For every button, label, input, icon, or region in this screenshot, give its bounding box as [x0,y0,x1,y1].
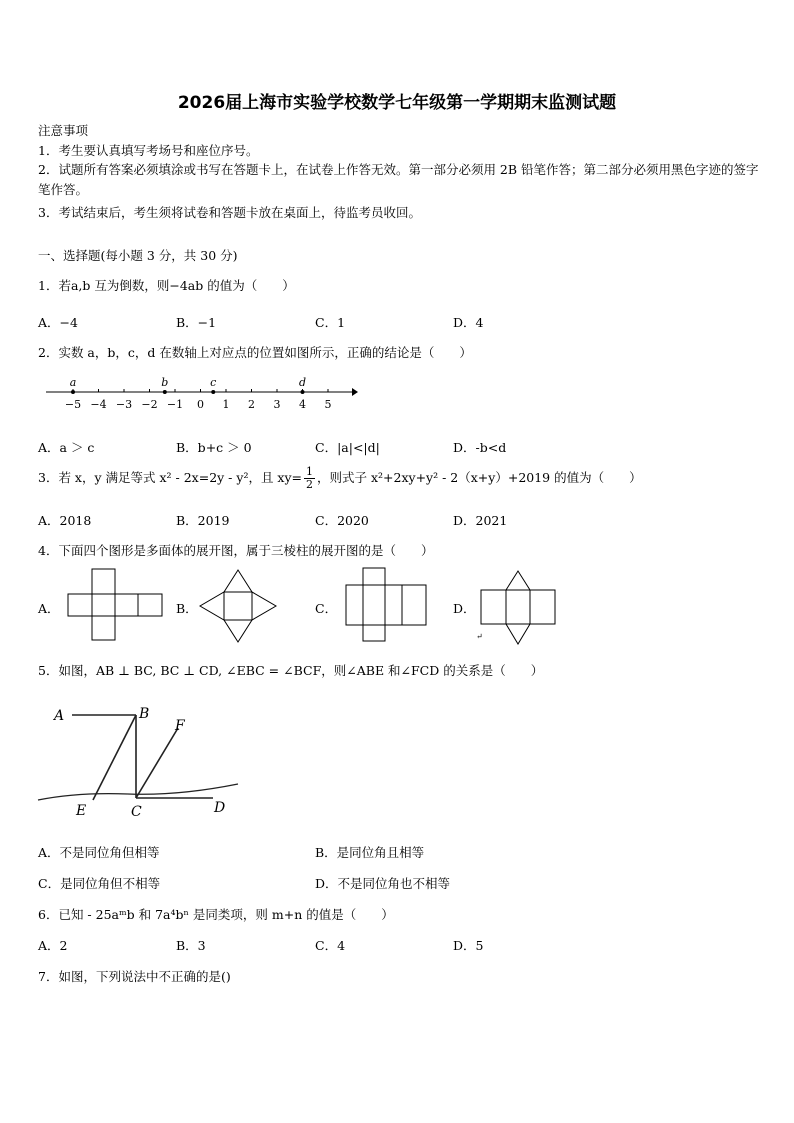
net-figure-d [480,568,560,648]
question-7-stem: 7．如图，下列说法中不正确的是() [38,969,231,984]
number-line-point-label: a [69,376,77,389]
q3-option-a[interactable]: A．2018 [38,513,92,528]
q6-option-b[interactable]: B．3 [176,938,206,953]
q5-option-d[interactable]: D．不是同位角也不相等 [315,876,451,891]
number-line-point [163,390,167,394]
number-line-figure [46,375,366,415]
q1-option-c[interactable]: C．1 [315,315,346,330]
q2-option-c[interactable]: C．|a|<|d| [315,440,380,455]
q1-option-a[interactable]: A．−4 [38,315,78,330]
number-line-tick-label: −1 [166,398,184,411]
q6-option-a[interactable]: A．2 [38,938,68,953]
question-2-stem: 2．实数 a，b，c，d 在数轴上对应点的位置如图所示，正确的结论是（ ） [38,345,472,360]
q2-option-d[interactable]: D．-b<d [453,440,507,455]
number-line-tick-label: 3 [273,398,281,411]
net-figure-c [345,567,430,643]
page-title: 2026届上海市实验学校数学七年级第一学期期末监测试题 [177,93,617,113]
q3-option-d[interactable]: D．2021 [453,513,508,528]
return-mark: ↵ [476,632,483,641]
q4-option-a[interactable]: A． [38,601,60,616]
q5-option-a[interactable]: A．不是同位角但相等 [38,845,160,860]
number-line-point [211,390,215,394]
label-a: A [54,708,65,724]
number-line-tick-label: 4 [299,398,306,411]
question-1-stem: 1．若a,b 互为倒数，则−4ab 的值为（ ） [38,278,295,293]
q3-stem-part-a: 3．若 x，y 满足等式 x² - 2x=2y - y²，且 xy= [38,470,303,485]
note-item: 1．考生要认真填写考场号和座位序号。 [38,143,259,158]
q1-option-d[interactable]: D．4 [453,315,484,330]
number-line-point [71,390,75,394]
note-item: 2．试题所有答案必须填涂或书写在答题卡上，在试卷上作答无效。第一部分必须用 2B 铅笔作答；第二部分必须用黑色字迹的签字笔作答。 [38,162,759,197]
q1-option-b[interactable]: B．−1 [176,315,217,330]
q6-option-d[interactable]: D．5 [453,938,484,953]
number-line-tick-label: −2 [141,398,158,411]
number-line-tick-label: 5 [324,398,332,411]
label-f: F [175,718,185,734]
number-line-tick-label: 0 [197,398,204,411]
q5-option-b[interactable]: B．是同位角且相等 [315,845,425,860]
number-line-tick-label: −5 [64,398,82,411]
number-line-tick-label: −3 [115,398,133,411]
section-heading: 一、选择题(每小题 3 分，共 30 分) [38,248,238,263]
label-b: B [139,706,150,722]
question-5-stem: 5．如图，AB ⊥ BC, BC ⊥ CD, ∠EBC = ∠BCF，则∠ABE 和∠FCD 的关系是（ ） [38,663,544,678]
q3-stem-part-b: ，则式子 x²+2xy+y² - 2（x+y）+2019 的值为（ ） [317,470,642,485]
q2-option-b[interactable]: B．b+c ＞ 0 [176,440,252,455]
q4-option-d[interactable]: D． [453,601,476,616]
number-line-tick-label: 2 [248,398,255,411]
question-6-stem: 6．已知 - 25aᵐb 和 7a⁴bⁿ 是同类项，则 m+n 的值是（ ） [38,907,394,922]
q3-option-b[interactable]: B．2019 [176,513,230,528]
label-e: E [76,803,87,819]
number-line-point [301,390,305,394]
fraction-denominator: 2 [306,478,314,491]
number-line-point-label: d [298,376,307,389]
q3-option-c[interactable]: C．2020 [315,513,369,528]
notes-heading: 注意事项 [38,123,89,138]
label-c: C [131,804,142,820]
note-item: 3．考试结束后，考生须将试卷和答题卡放在桌面上，待监考员收回。 [38,205,421,220]
net-figure-a [67,568,167,643]
q6-option-c[interactable]: C．4 [315,938,346,953]
q2-option-a[interactable]: A．a ＞ c [38,440,95,455]
angle-figure [38,700,243,820]
number-line-point-label: c [210,376,217,389]
q5-option-c[interactable]: C．是同位角但不相等 [38,876,161,891]
number-line-point-label: b [161,376,169,389]
question-4-stem: 4．下面四个图形是多面体的展开图，属于三棱柱的展开图的是（ ） [38,543,434,558]
question-3-stem [38,466,642,491]
net-figure-b [198,566,278,646]
q4-option-b[interactable]: B． [176,601,198,616]
fraction [304,466,315,491]
number-line-tick-label: −4 [90,398,107,411]
number-line-tick-label: 1 [222,398,230,411]
label-d: D [214,800,226,816]
q4-option-c[interactable]: C． [315,601,338,616]
fraction-numerator: 1 [306,465,314,478]
